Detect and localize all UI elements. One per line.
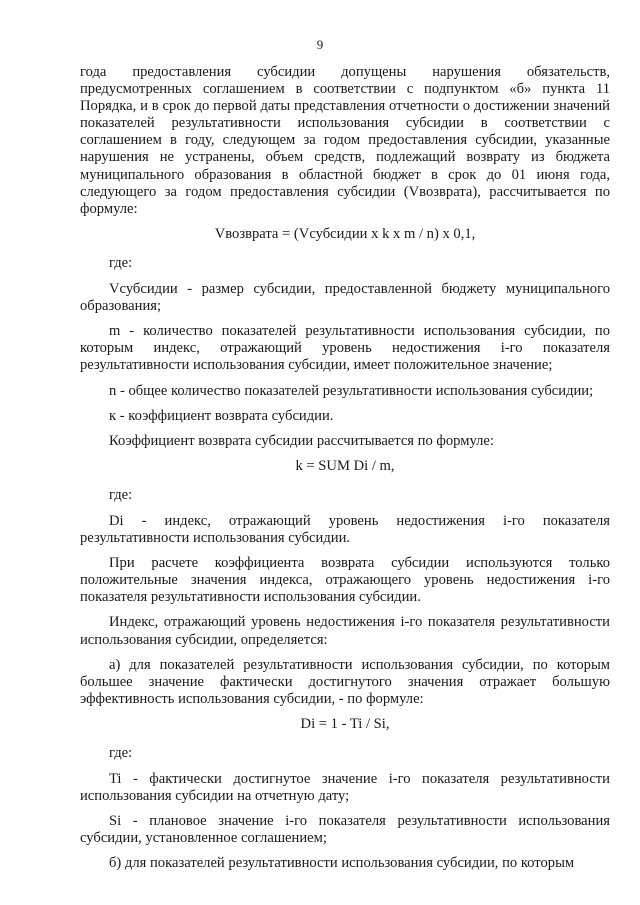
where-label: где:	[109, 254, 133, 271]
definition-vsubsidy: Vсубсидии - размер субсидии, предоставленной бюджету муниципального образования;	[80, 281, 610, 315]
formula-return-volume: Vвозврата = (Vсубсидии x k x m / n) x 0,1,	[214, 225, 476, 242]
definition-m: m - количество показателей результативности использования субсидии, по которым индекс, отражающий уровень недостижения i-го показателя результативности использования субсидии, имеет положительное значение;	[80, 323, 610, 374]
definition-n: n - общее количество показателей результативности использования субсидии;	[109, 382, 594, 399]
definition-ti: Ti - фактически достигнутое значение i-го показателя результативности использования субсидии на отчетную дату;	[80, 771, 610, 805]
formula-index: Di = 1 - Ti / Si,	[300, 715, 390, 732]
paragraph-case-b: б) для показателей результативности использования субсидии, по которым	[109, 855, 575, 872]
definition-si: Si - плановое значение i-го показателя результативности использования субсидии, установленное соглашением;	[80, 813, 610, 847]
where-label: где:	[109, 745, 133, 761]
where-label: где:	[109, 486, 133, 503]
definition-di: Di - индекс, отражающий уровень недостижения i-го показателя результативности использования субсидии.	[80, 512, 610, 547]
formula-coefficient: k = SUM Di / m,	[295, 457, 395, 474]
paragraph-positive-values: При расчете коэффициента возврата субсидии используются только положительные значения индекса, отражающего уровень недостижения i-го показателя результативности использования субсидии.	[80, 555, 610, 606]
paragraph-case-a: а) для показателей результативности использования субсидии, по которым большее значение фактически достигнутого значения отражает большую эффективность использования субсидии, - по формуле:	[80, 656, 610, 707]
paragraph-intro: года предоставления субсидии допущены нарушения обязательств, предусмотренных соглашением в соответствии с подпунктом «б» пункта 11 Порядка, и в срок до первой даты представления отчетности о достижении значений показателей результативности использования субсидии в соответствии с соглашением в году, следующем за годом предоставления субсидии, указанные нарушения не устранены, объем средств, подлежащий возврату из бюджета муниципального образования в областной бюджет в срок до 01 июня года, следующего за годом предоставления субсидии (Vвозврата), рассчитывается по формуле:	[80, 64, 610, 217]
document-body	[80, 64, 610, 881]
definition-k: к - коэффициент возврата субсидии.	[109, 407, 334, 424]
page-number: 9	[316, 37, 324, 52]
paragraph-coefficient-intro: Коэффициент возврата субсидии рассчитывается по формуле:	[109, 432, 494, 449]
paragraph-index-definition: Индекс, отражающий уровень недостижения i-го показателя результативности использования субсидии, определяется:	[80, 614, 610, 648]
